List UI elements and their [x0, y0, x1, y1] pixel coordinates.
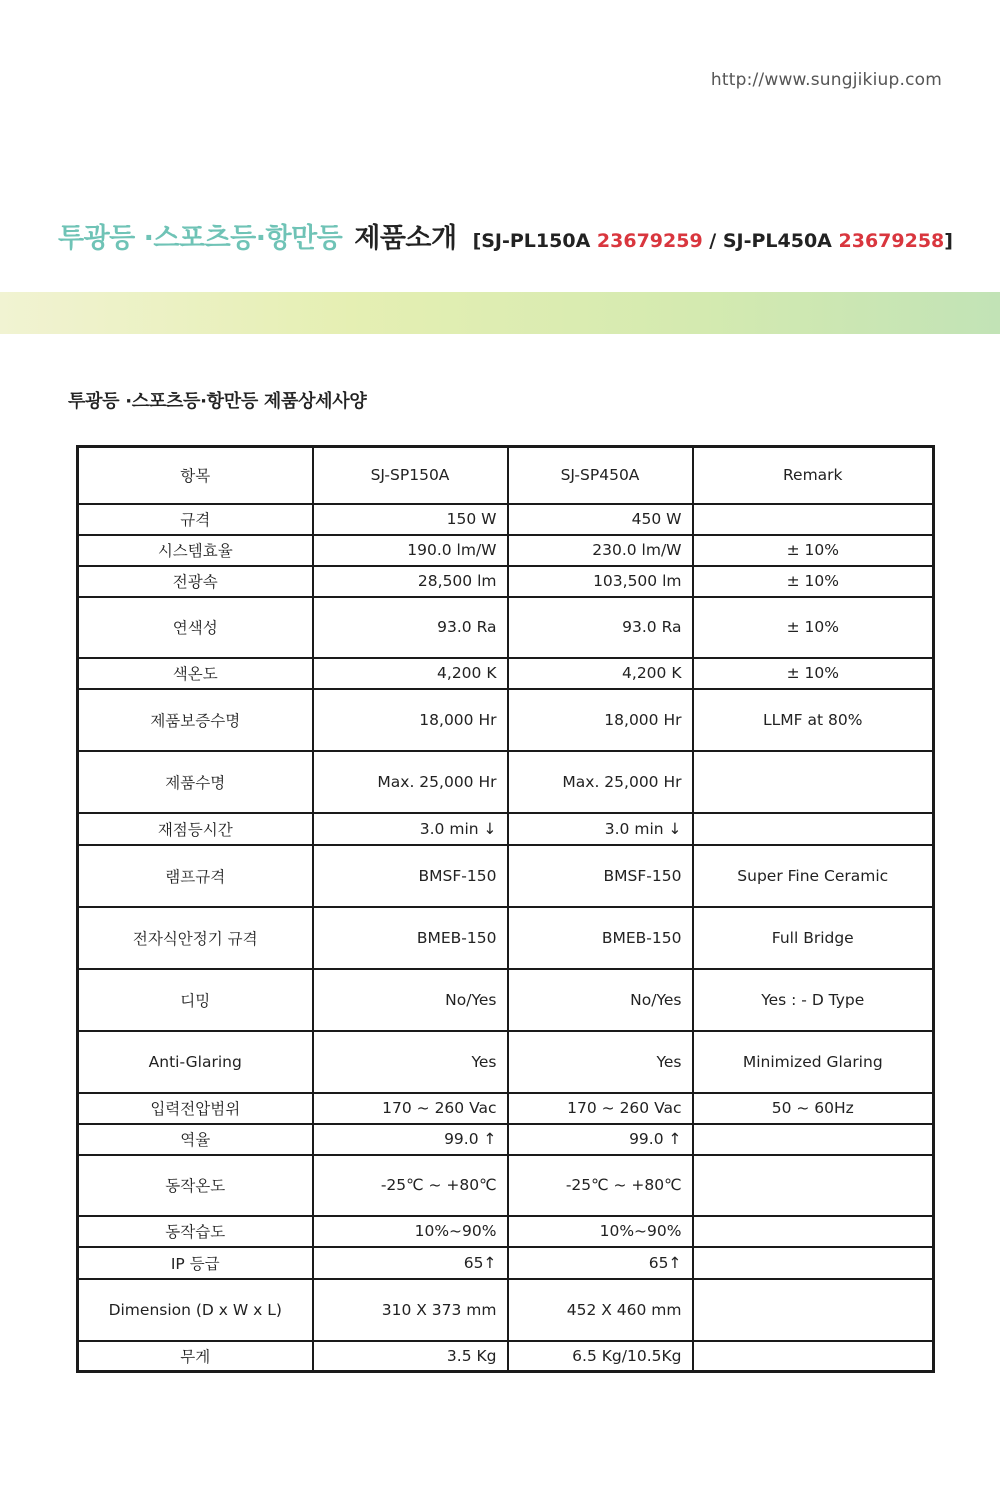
- row-value-b: 3.0 min ↓: [508, 813, 693, 845]
- row-value-b: 93.0 Ra: [508, 597, 693, 658]
- row-remark: [693, 813, 934, 845]
- row-item: 램프규격: [78, 845, 313, 907]
- row-value-a: 93.0 Ra: [313, 597, 508, 658]
- gradient-band: [0, 292, 1000, 334]
- row-value-a: No/Yes: [313, 969, 508, 1031]
- row-item: IP 등급: [78, 1247, 313, 1279]
- row-remark: [693, 1247, 934, 1279]
- row-value-b: 6.5 Kg/10.5Kg: [508, 1341, 693, 1372]
- row-value-a: 150 W: [313, 504, 508, 535]
- row-value-a: 4,200 K: [313, 658, 508, 689]
- table-row: [78, 1216, 934, 1247]
- product-title: [58, 216, 953, 255]
- row-value-b: -25℃ ~ +80℃: [508, 1155, 693, 1216]
- row-item: 역율: [78, 1124, 313, 1155]
- table-row: [78, 597, 934, 658]
- row-item: 디밍: [78, 969, 313, 1031]
- row-item: 색온도: [78, 658, 313, 689]
- table-row: [78, 969, 934, 1031]
- header-item: 항목: [78, 447, 313, 504]
- row-value-b: BMEB-150: [508, 907, 693, 969]
- row-remark: Yes : - D Type: [693, 969, 934, 1031]
- row-value-a: BMEB-150: [313, 907, 508, 969]
- row-value-b: Yes: [508, 1031, 693, 1093]
- header-model-b: SJ-SP450A: [508, 447, 693, 504]
- row-item: 전광속: [78, 566, 313, 597]
- row-value-a: 310 X 373 mm: [313, 1279, 508, 1341]
- row-value-a: 28,500 lm: [313, 566, 508, 597]
- row-value-a: 190.0 lm/W: [313, 535, 508, 566]
- row-remark: [693, 1341, 934, 1372]
- table-row: [78, 504, 934, 535]
- row-value-b: 18,000 Hr: [508, 689, 693, 751]
- row-item: 동작습도: [78, 1216, 313, 1247]
- row-value-b: 65↑: [508, 1247, 693, 1279]
- table-row: [78, 535, 934, 566]
- row-value-a: 18,000 Hr: [313, 689, 508, 751]
- row-item: Dimension (D x W x L): [78, 1279, 313, 1341]
- row-item: Anti-Glaring: [78, 1031, 313, 1093]
- row-value-b: 99.0 ↑: [508, 1124, 693, 1155]
- row-value-a: -25℃ ~ +80℃: [313, 1155, 508, 1216]
- table-row: [78, 751, 934, 813]
- row-remark: LLMF at 80%: [693, 689, 934, 751]
- table-header-row: [78, 447, 934, 504]
- row-item: 무게: [78, 1341, 313, 1372]
- row-remark: ± 10%: [693, 597, 934, 658]
- row-remark: ± 10%: [693, 658, 934, 689]
- header-model-a: SJ-SP150A: [313, 447, 508, 504]
- row-value-b: 170 ~ 260 Vac: [508, 1093, 693, 1124]
- model-code-1: 23679259: [596, 230, 703, 252]
- model-code-2: 23679258: [838, 230, 945, 252]
- table-row: [78, 1341, 934, 1372]
- row-remark: [693, 1279, 934, 1341]
- table-row: [78, 1124, 934, 1155]
- row-remark: [693, 751, 934, 813]
- row-item: 제품수명: [78, 751, 313, 813]
- table-row: [78, 813, 934, 845]
- row-value-a: BMSF-150: [313, 845, 508, 907]
- row-remark: [693, 1124, 934, 1155]
- table-row: [78, 689, 934, 751]
- row-value-a: 3.0 min ↓: [313, 813, 508, 845]
- row-value-a: 170 ~ 260 Vac: [313, 1093, 508, 1124]
- row-remark: Full Bridge: [693, 907, 934, 969]
- table-row: [78, 1247, 934, 1279]
- row-value-b: BMSF-150: [508, 845, 693, 907]
- spec-table: [76, 445, 935, 1373]
- row-remark: [693, 504, 934, 535]
- row-value-b: No/Yes: [508, 969, 693, 1031]
- row-value-b: Max. 25,000 Hr: [508, 751, 693, 813]
- row-item: 전자식안정기 규격: [78, 907, 313, 969]
- website-url[interactable]: http://www.sungjikiup.com: [710, 70, 942, 90]
- title-category: 투광등 ·스포츠등·항만등: [58, 223, 343, 254]
- table-row: [78, 845, 934, 907]
- table-row: [78, 1093, 934, 1124]
- table-row: [78, 1279, 934, 1341]
- table-row: [78, 566, 934, 597]
- section-subtitle: 투광등 ·스포츠등·항만등 제품상세사양: [68, 391, 367, 412]
- row-remark: Super Fine Ceramic: [693, 845, 934, 907]
- row-value-b: 10%~90%: [508, 1216, 693, 1247]
- row-value-a: 65↑: [313, 1247, 508, 1279]
- header-remark: Remark: [693, 447, 934, 504]
- row-item: 규격: [78, 504, 313, 535]
- row-value-b: 4,200 K: [508, 658, 693, 689]
- row-remark: [693, 1155, 934, 1216]
- row-item: 재점등시간: [78, 813, 313, 845]
- title-models: [473, 230, 953, 252]
- row-remark: Minimized Glaring: [693, 1031, 934, 1093]
- row-value-b: 452 X 460 mm: [508, 1279, 693, 1341]
- title-separator: / SJ-PL450A: [702, 230, 839, 252]
- row-value-a: 99.0 ↑: [313, 1124, 508, 1155]
- row-value-a: Max. 25,000 Hr: [313, 751, 508, 813]
- row-item: 입력전압범위: [78, 1093, 313, 1124]
- row-item: 제품보증수명: [78, 689, 313, 751]
- row-item: 연색성: [78, 597, 313, 658]
- row-item: 동작온도: [78, 1155, 313, 1216]
- row-value-a: 3.5 Kg: [313, 1341, 508, 1372]
- row-remark: ± 10%: [693, 535, 934, 566]
- table-row: [78, 907, 934, 969]
- row-item: 시스템효율: [78, 535, 313, 566]
- row-remark: ± 10%: [693, 566, 934, 597]
- title-bracket-close: ]: [944, 230, 953, 252]
- table-row: [78, 1031, 934, 1093]
- table-row: [78, 658, 934, 689]
- table-row: [78, 1155, 934, 1216]
- title-intro: 제품소개: [354, 223, 457, 254]
- row-remark: 50 ~ 60Hz: [693, 1093, 934, 1124]
- row-remark: [693, 1216, 934, 1247]
- row-value-a: Yes: [313, 1031, 508, 1093]
- title-bracket-open: [SJ-PL150A: [472, 230, 597, 252]
- row-value-b: 450 W: [508, 504, 693, 535]
- row-value-b: 103,500 lm: [508, 566, 693, 597]
- row-value-a: 10%~90%: [313, 1216, 508, 1247]
- row-value-b: 230.0 lm/W: [508, 535, 693, 566]
